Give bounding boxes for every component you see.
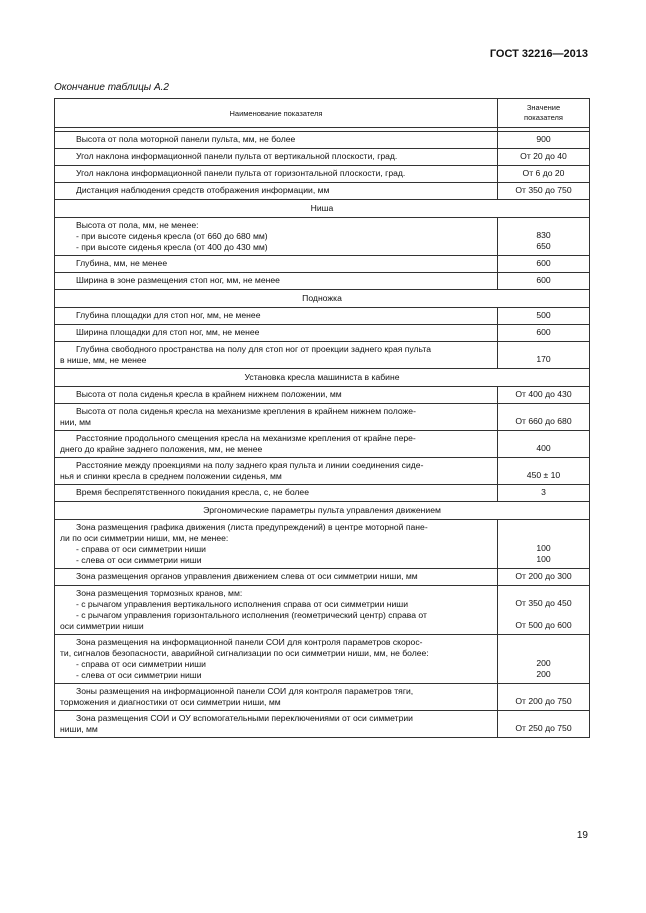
table-row: Высота от пола сиденья кресла в крайнем нижнем положении, мм От 400 до 430 bbox=[55, 387, 590, 404]
column-header-value: Значение показателя bbox=[498, 99, 590, 128]
table-row: Высота от пола, мм, не менее: - при высоте сиденья кресла (от 660 до 680 мм) - при высоте сиденья кресла (от 400 до 430 мм) 830 650 bbox=[55, 218, 590, 256]
table-row: Расстояние между проекциями на полу заднего края пульта и линии соединения сиде- нья и спинки кресла в среднем положении сиденья, мм 450 ± 10 bbox=[55, 458, 590, 485]
table-row: Зона размещения органов управления движением слева от оси симметрии ниши, мм От 200 до 300 bbox=[55, 569, 590, 586]
section-heading-niche: Ниша bbox=[55, 200, 590, 218]
table-row: Угол наклона информационной панели пульта от горизонтальной плоскости, град. От 6 до 20 bbox=[55, 166, 590, 183]
table-row: Зона размещения тормозных кранов, мм: - с рычагом управления вертикального исполнения справа от оси симметрии ниши - с рычагом управления горизонтального исполнения (геометрический центр) справа от оси симметрии ниши От 350 до 450 От 500 до 600 bbox=[55, 586, 590, 635]
page-number: 19 bbox=[576, 830, 588, 841]
table-row: Глубина, мм, не менее 600 bbox=[55, 256, 590, 273]
table-row: Дистанция наблюдения средств отображения информации, мм От 350 до 750 bbox=[55, 183, 590, 200]
table-caption: Окончание таблицы А.2 bbox=[54, 82, 169, 93]
section-heading-ergonomics: Эргономические параметры пульта управления движением bbox=[55, 502, 590, 520]
table-row: Ширина площадки для стоп ног, мм, не менее 600 bbox=[55, 325, 590, 342]
table-row: Высота от пола сиденья кресла на механизме крепления в крайнем нижнем положе- нии, мм От 660 до 680 bbox=[55, 404, 590, 431]
table-row: Зона размещения графика движения (листа предупреждений) в центре моторной пане- ли по оси симметрии ниши, мм, не менее: - справа от оси симметрии ниши - слева от оси симметрии ниши 100 100 bbox=[55, 520, 590, 569]
table-row: Зоны размещения на информационной панели СОИ для контроля параметров тяги, торможения и диагностики от оси симметрии ниши, мм От 200 до 750 bbox=[55, 684, 590, 711]
table-header-row bbox=[55, 99, 590, 128]
table-row: Зона размещения на информационной панели СОИ для контроля параметров скорос- ти, сигналов безопасности, аварийной сигнализации по оси симметрии ниши, мм, не более: - справа от оси симметрии ниши - слева от оси симметрии ниши 200 200 bbox=[55, 635, 590, 684]
column-header-name: Наименование показателя bbox=[55, 99, 498, 128]
table-row: Расстояние продольного смещения кресла на механизме крепления от крайне пере- днего до крайне заднего положения, мм, не менее 400 bbox=[55, 431, 590, 458]
table-row: Зона размещения СОИ и ОУ вспомогательными переключениями от оси симметрии ниши, мм От 250 до 750 bbox=[55, 711, 590, 738]
table-row: Ширина в зоне размещения стоп ног, мм, не менее 600 bbox=[55, 273, 590, 290]
table-row: Глубина свободного пространства на полу для стоп ног от проекции заднего края пульта в нише, мм, не менее 170 bbox=[55, 342, 590, 369]
section-heading-footrest: Подножка bbox=[55, 290, 590, 308]
table-row: Время беспрепятственного покидания кресла, с, не более 3 bbox=[55, 485, 590, 502]
table-row: Глубина площадки для стоп ног, мм, не менее 500 bbox=[55, 308, 590, 325]
table-row: Угол наклона информационной панели пульта от вертикальной плоскости, град. От 20 до 40 bbox=[55, 149, 590, 166]
requirements-table bbox=[54, 98, 590, 738]
table-row: Высота от пола моторной панели пульта, мм, не более 900 bbox=[55, 132, 590, 149]
section-heading-seat: Установка кресла машиниста в кабине bbox=[55, 369, 590, 387]
standard-code: ГОСТ 32216—2013 bbox=[489, 48, 588, 60]
